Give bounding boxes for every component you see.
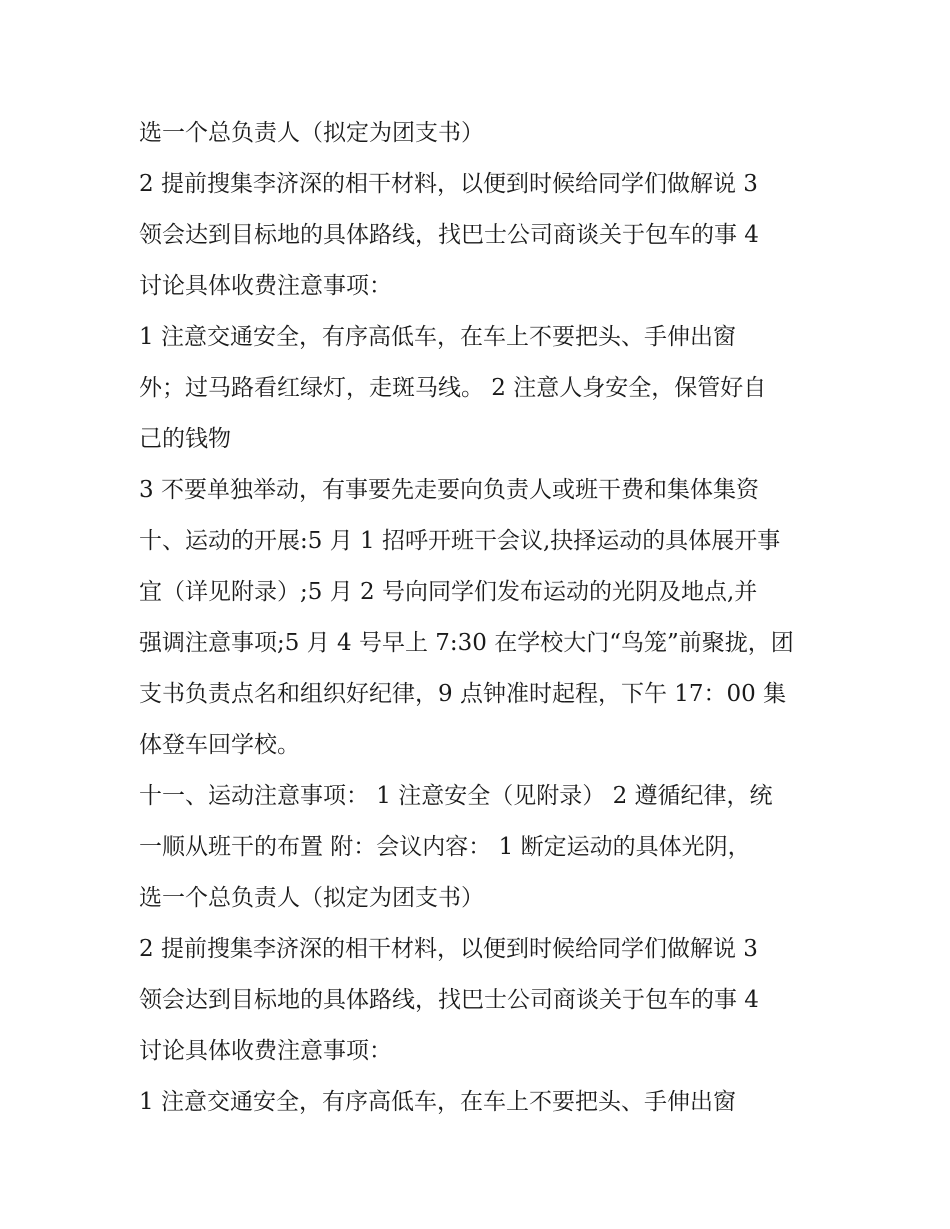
text-line: 宜（详见附录）;5 月 2 号向同学们发布运动的光阴及地点,并: [139, 579, 758, 605]
text-line: 选一个总负责人（拟定为团支书）: [139, 885, 484, 911]
text-line: 一顺从班干的布置 附：会议内容： 1 断定运动的具体光阴，: [139, 834, 751, 860]
text-line: 选一个总负责人（拟定为团支书）: [139, 120, 484, 146]
document-body: [139, 108, 839, 1128]
text-line: 外；过马路看红绿灯，走斑马线。 2 注意人身安全，保管好自: [139, 375, 767, 401]
text-line: 讨论具体收费注意事项：: [139, 273, 392, 299]
text-line: 2 提前搜集李济深的相干材料，以便到时候给同学们做解说 3: [139, 936, 758, 962]
text-line: 体登车回学校。: [139, 732, 300, 758]
text-line: 1 注意交通安全，有序高低车，在车上不要把头、手伸出窗: [139, 1089, 736, 1115]
text-line: 己的钱物: [139, 426, 231, 452]
text-line: 2 提前搜集李济深的相干材料，以便到时候给同学们做解说 3: [139, 171, 758, 197]
text-line: 十一、运动注意事项： 1 注意安全（见附录） 2 遵循纪律，统: [139, 783, 773, 809]
text-line: 领会达到目标地的具体路线，找巴士公司商谈关于包车的事 4: [139, 222, 759, 248]
text-line: 支书负责点名和组织好纪律，9 点钟准时起程，下午 17：00 集: [139, 681, 787, 707]
text-line: 讨论具体收费注意事项：: [139, 1038, 392, 1064]
text-line: 强调注意事项;5 月 4 号早上 7:30 在学校大门“鸟笼”前聚拢，团: [139, 630, 794, 656]
text-line: 1 注意交通安全，有序高低车，在车上不要把头、手伸出窗: [139, 324, 736, 350]
text-line: 3 不要单独举动，有事要先走要向负责人或班干费和集体集资: [139, 477, 759, 503]
text-line: 领会达到目标地的具体路线，找巴士公司商谈关于包车的事 4: [139, 987, 759, 1013]
text-line: 十、运动的开展:5 月 1 招呼开班干会议,抉择运动的具体展开事: [139, 528, 781, 554]
